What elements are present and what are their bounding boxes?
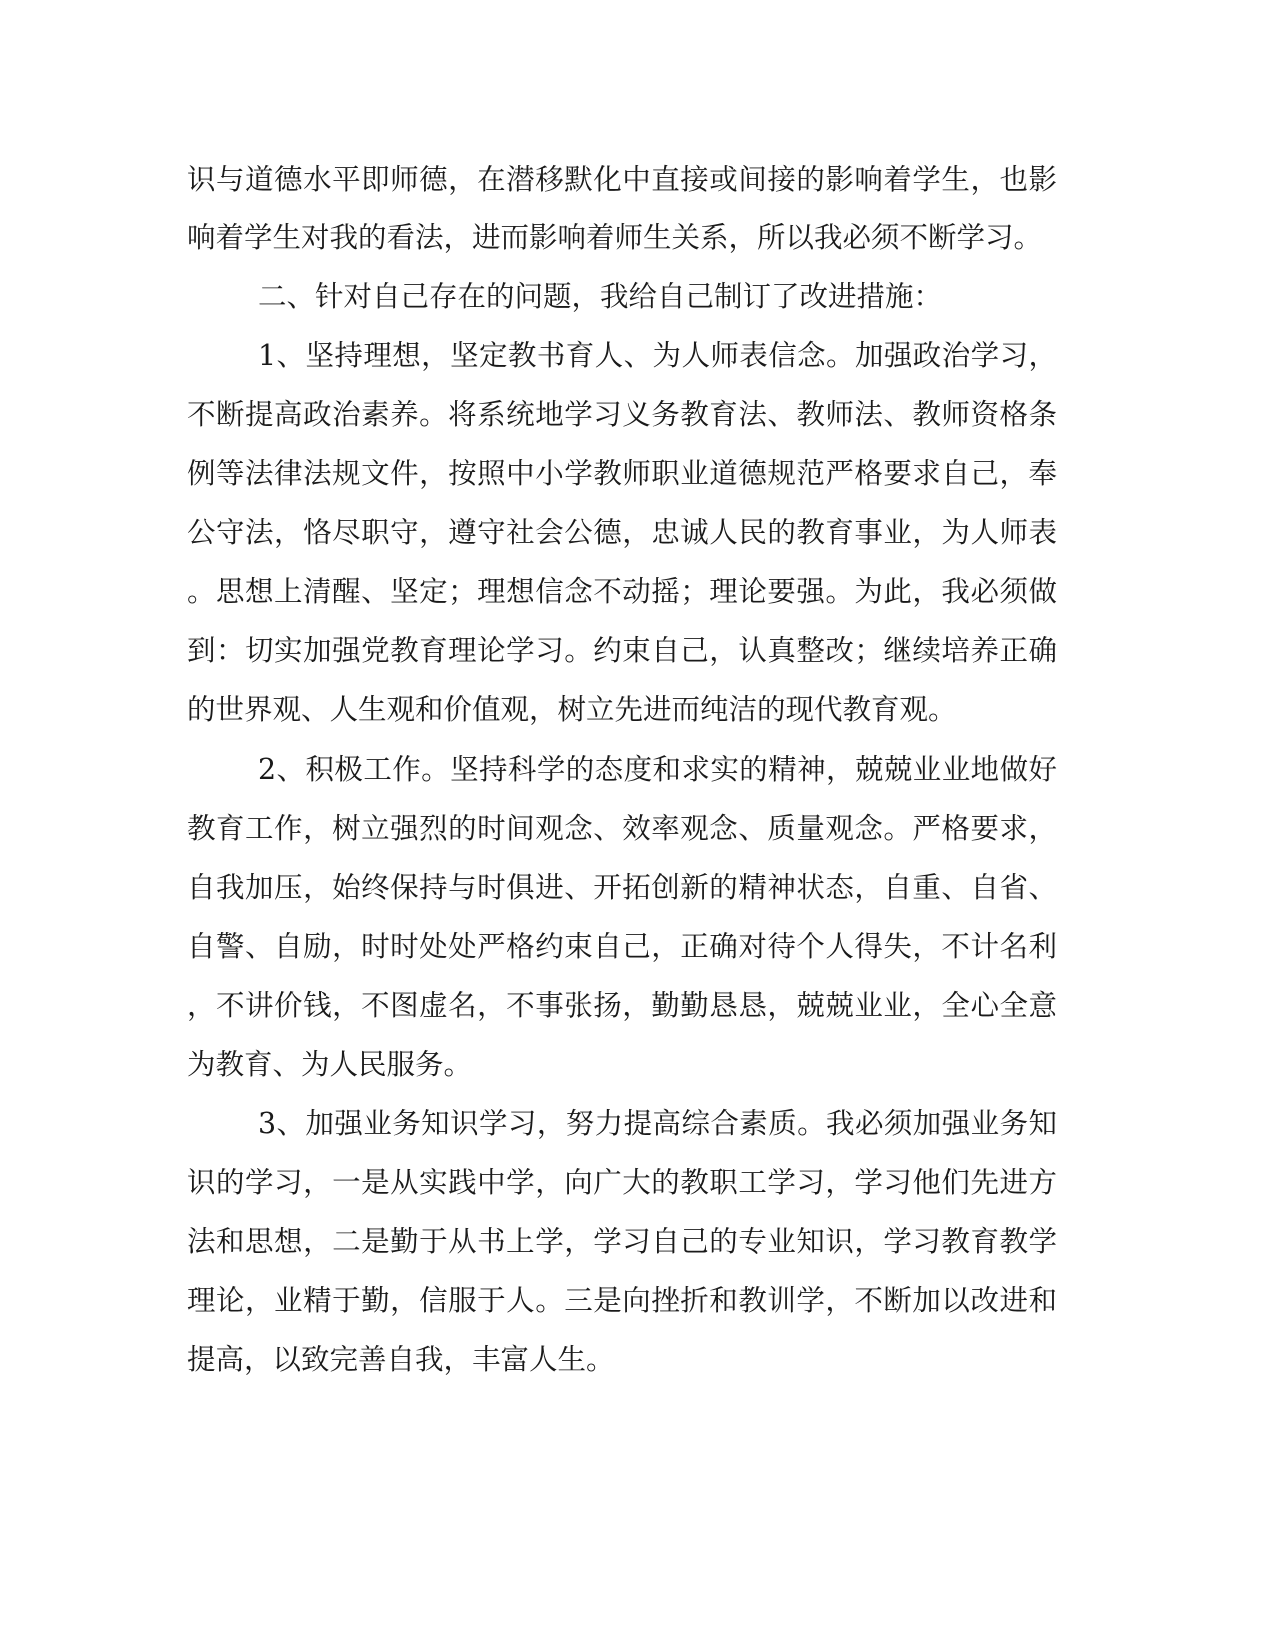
text-line: 例等法律法规文件，按照中小学教师职业道德规范严格要求自己，奉 [187, 457, 1057, 490]
text-line: 不断提高政治素养。将系统地学习义务教育法、教师法、教师资格条 [187, 398, 1057, 431]
text-line: 的世界观、人生观和价值观，树立先进而纯洁的现代教育观。 [187, 693, 957, 726]
section-heading: 二、针对自己存在的问题，我给自己制订了改进措施： [258, 280, 943, 313]
text-line: 2、积极工作。坚持科学的态度和求实的精神，兢兢业业地做好 [258, 753, 1057, 786]
text-line: 到：切实加强党教育理论学习。约束自己，认真整改；继续培养正确 [187, 634, 1057, 667]
text-line: 自我加压，始终保持与时俱进、开拓创新的精神状态，自重、自省、 [187, 871, 1057, 904]
text-line: 3、加强业务知识学习，努力提高综合素质。我必须加强业务知 [258, 1107, 1057, 1140]
text-line: 提高，以致完善自我，丰富人生。 [187, 1343, 615, 1376]
text-line: 教育工作，树立强烈的时间观念、效率观念、质量观念。严格要求， [187, 812, 1057, 845]
text-line: 法和思想，二是勤于从书上学，学习自己的专业知识，学习教育教学 [187, 1225, 1057, 1258]
text-line: 理论，业精于勤，信服于人。三是向挫折和教训学，不断加以改进和 [187, 1284, 1057, 1317]
text-line: ，不讲价钱，不图虚名，不事张扬，勤勤恳恳，兢兢业业，全心全意 [187, 989, 1057, 1022]
text-line: 响着学生对我的看法，进而影响着师生关系，所以我必须不断学习。 [187, 221, 1043, 254]
text-line: 为教育、为人民服务。 [187, 1048, 473, 1081]
text-line: 1、坚持理想，坚定教书育人、为人师表信念。加强政治学习， [258, 339, 1057, 372]
text-line: 。思想上清醒、坚定；理想信念不动摇；理论要强。为此，我必须做 [187, 575, 1057, 608]
text-line: 识的学习，一是从实践中学，向广大的教职工学习，学习他们先进方 [187, 1166, 1057, 1199]
text-line: 识与道德水平即师德，在潜移默化中直接或间接的影响着学生，也影 [187, 163, 1057, 196]
text-line: 公守法，恪尽职守，遵守社会公德，忠诚人民的教育事业，为人师表 [187, 516, 1057, 549]
text-line: 自警、自励，时时处处严格约束自己，正确对待个人得失，不计名利 [187, 930, 1057, 963]
